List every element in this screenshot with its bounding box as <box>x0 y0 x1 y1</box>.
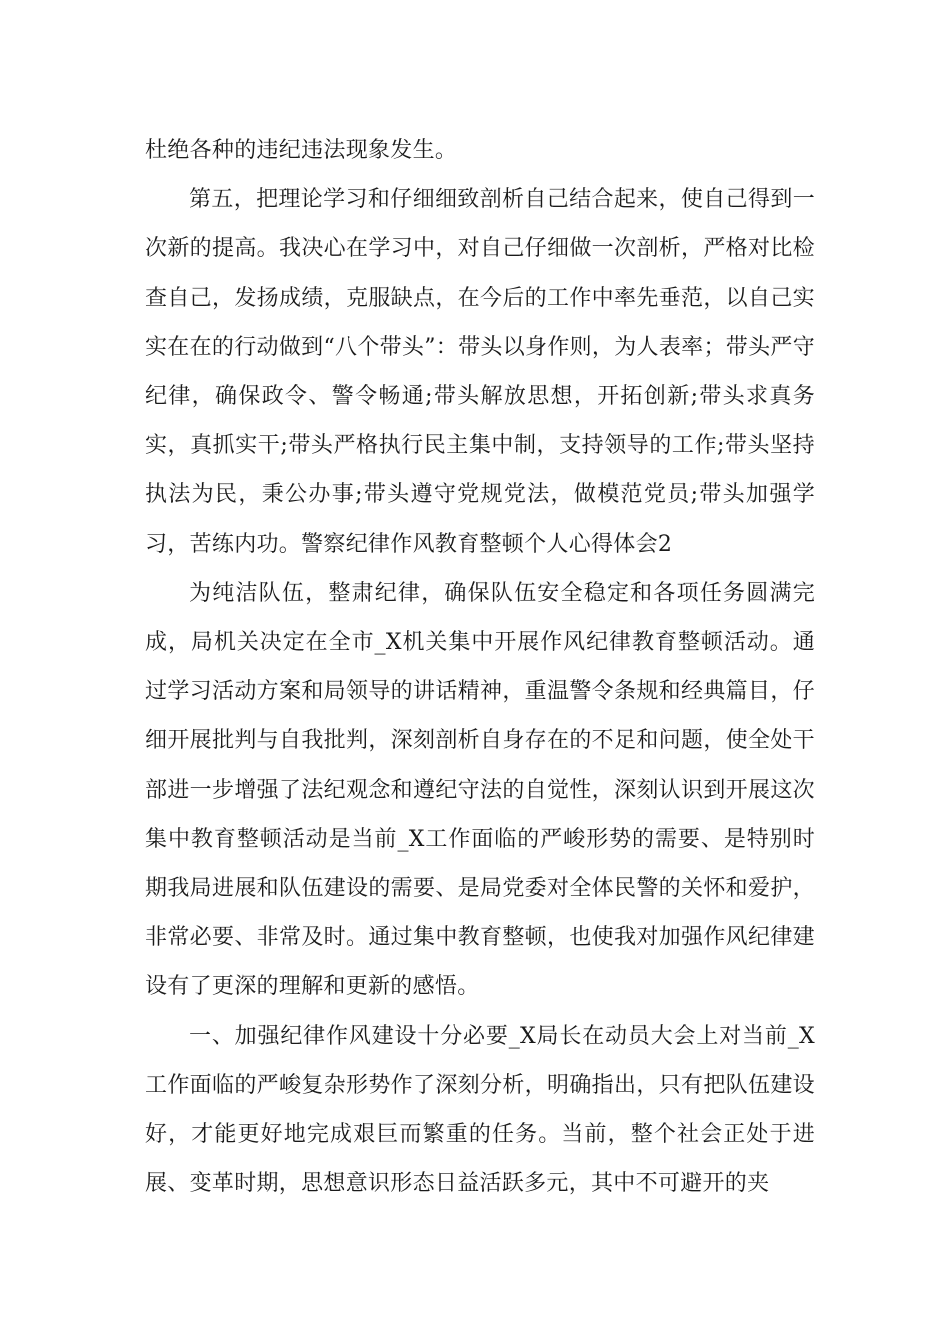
document-body <box>145 126 815 1208</box>
paragraph-2: 第五，把理论学习和仔细细致剖析自己结合起来，使自己得到一次新的提高。我决心在学习中，对自己仔细做一次剖析，严格对比检查自己，发扬成绩，克服缺点，在今后的工作中率先垂范，以自己实实在在的行动做到“八个带头”：带头以身作则，为人表率；带头严守纪律，确保政令、警令畅通;带头解放思想，开拓创新;带头求真务实，真抓实干;带头严格执行民主集中制，支持领导的工作;带头坚持执法为民，秉公办事;带头遵守党规党法，做模范党员;带头加强学习，苦练内功。警察纪律作风教育整顿个人心得体会2 <box>145 187 815 557</box>
paragraph-3: 为纯洁队伍，整肃纪律，确保队伍安全稳定和各项任务圆满完成，局机关决定在全市_X机关集中开展作风纪律教育整顿活动。通过学习活动方案和局领导的讲话精神，重温警令条规和经典篇目，仔细开展批判与自我批判，深刻剖析自身存在的不足和问题，使全处干部进一步增强了法纪观念和遵纪守法的自觉性，深刻认识到开展这次集中教育整顿活动是当前_X工作面临的严峻形势的需要、是特别时期我局进展和队伍建设的需要、是局党委对全体民警的关怀和爱护，非常必要、非常及时。通过集中教育整顿，也使我对加强作风纪律建设有了更深的理解和更新的感悟。 <box>145 580 815 1000</box>
paragraph-4: 一、加强纪律作风建设十分必要_X局长在动员大会上对当前_X工作面临的严峻复杂形势作了深刻分析，明确指出，只有把队伍建设好，才能更好地完成艰巨而繁重的任务。当前，整个社会正处于进展、变革时期，思想意识形态日益活跃多元，其中不可避开的夹 <box>145 1023 815 1197</box>
paragraph-1: 杜绝各种的违纪违法现象发生。 <box>145 138 458 163</box>
